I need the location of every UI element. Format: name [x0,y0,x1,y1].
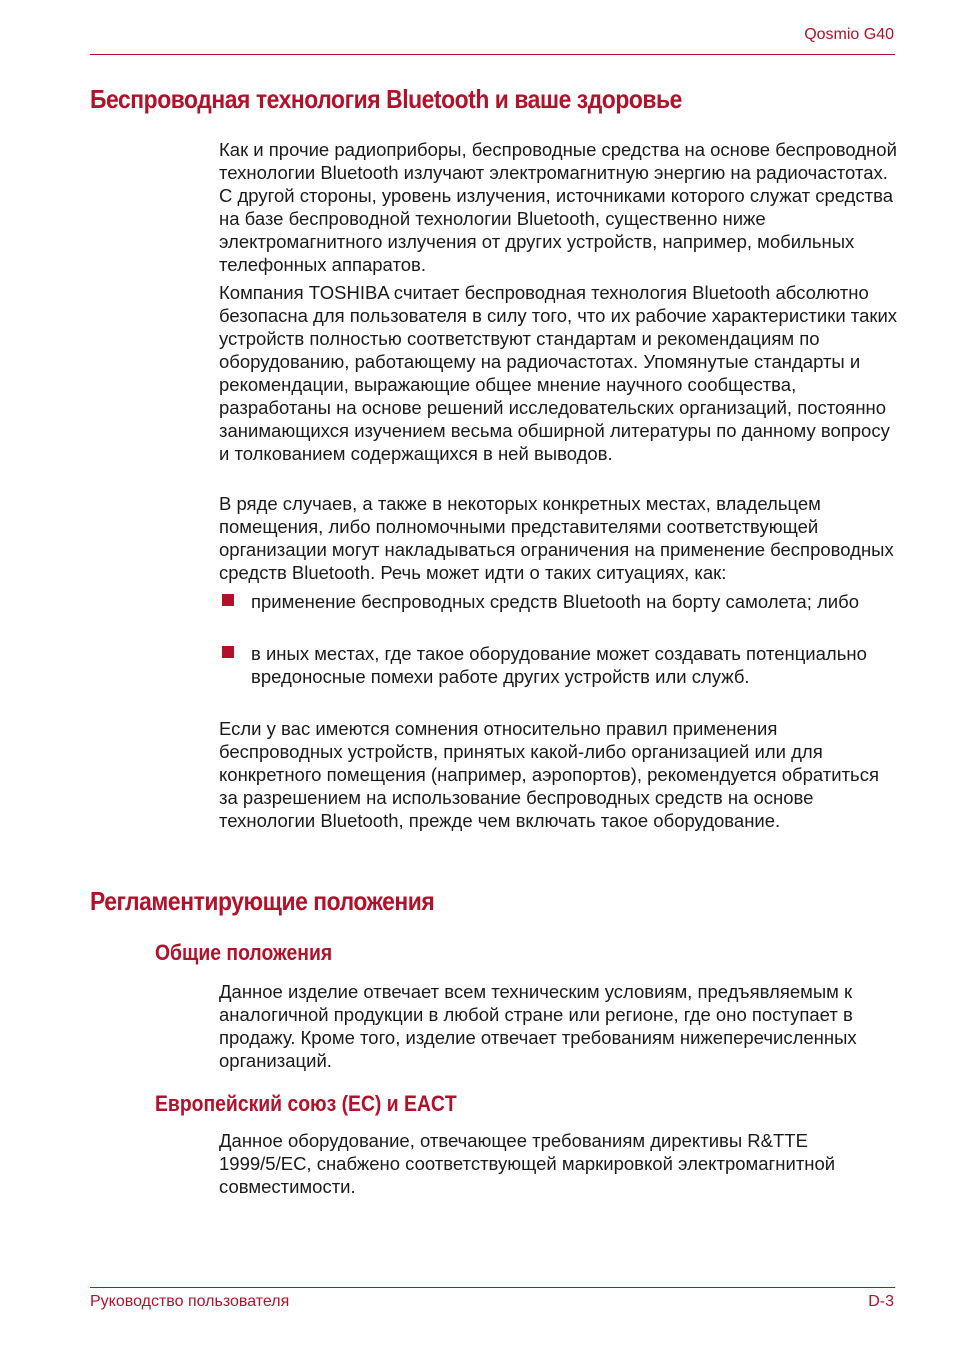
section-heading-bluetooth-health: Беспроводная технология Bluetooth и ваше здоровье [90,84,682,114]
section-heading-regulations: Регламентирующие положения [90,886,435,916]
paragraph: Данное изделие отвечает всем техническим условиям, предъявляемым к аналогичной продукции в любой стране или регионе, где оно поступает в продажу. Кроме того, изделие отвечает требованиям нижеперечисленных организаций. [219,981,857,1071]
square-bullet-icon [222,646,234,658]
header-divider [90,54,895,55]
paragraph: Если у вас имеются сомнения относительно правил применения беспроводных устройств, принятых какой-либо организацией или для конкретного помещения (например, аэропортов), рекомендуется обратиться за разрешением на использование беспроводных средств на основе технологии Bluetooth, прежде чем включать такое оборудование. [219,718,879,831]
subsection-heading-general: Общие положения [155,940,333,965]
page-number: D-3 [868,1293,894,1310]
paragraph: Компания TOSHIBA считает беспроводная технология Bluetooth абсолютно безопасна для пользователя в силу того, что их рабочие характеристики таких устройств полностью соответствуют стандартам и рекомендациям по оборудованию, работающему на радиочастотах. Упомянутые стандарты и рекомендации, выражающие общее мнение научного сообщества, разработаны на основе решений исследовательских организаций, постоянно занимающихся изучением весьма обширной литературы по данному вопросу и толкованием содержащихся в ней выводов. [219,282,898,464]
paragraph: Данное оборудование, отвечающее требованиям директивы R&TTE 1999/5/EC, снабжено соответствующей маркировкой электромагнитной совместимости. [219,1130,836,1197]
running-header-title: Qosmio G40 [804,26,894,43]
square-bullet-icon [222,594,234,606]
footer-divider [90,1287,895,1288]
paragraph: Как и прочие радиоприборы, беспроводные средства на основе беспроводной технологии Bluetooth излучают электромагнитную энергию на радиочастотах. С другой стороны, уровень излучения, источниками которого служат средства на базе беспроводной технологии Bluetooth, существенно ниже электромагнитного излучения от других устройств, например, мобильных телефонных аппаратов. [219,139,897,275]
paragraph: В ряде случаев, а также в некоторых конкретных местах, владельцем помещения, либо полномочными представителями соответствующей организации могут накладываться ограничения на применение беспроводных средств Bluetooth. Речь может идти о таких ситуациях, как: [219,493,894,583]
footer-manual-title: Руководство пользователя [90,1293,290,1310]
list-item-text: применение беспроводных средств Bluetooth на борту самолета; либо [251,591,860,612]
subsection-heading-eu: Европейский союз (ЕС) и EACT [155,1091,457,1116]
list-item [219,642,901,688]
list-item-text: в иных местах, где такое оборудование может создавать потенциально вредоносные помехи работе других устройств или служб. [251,643,867,687]
list-item [219,590,901,613]
